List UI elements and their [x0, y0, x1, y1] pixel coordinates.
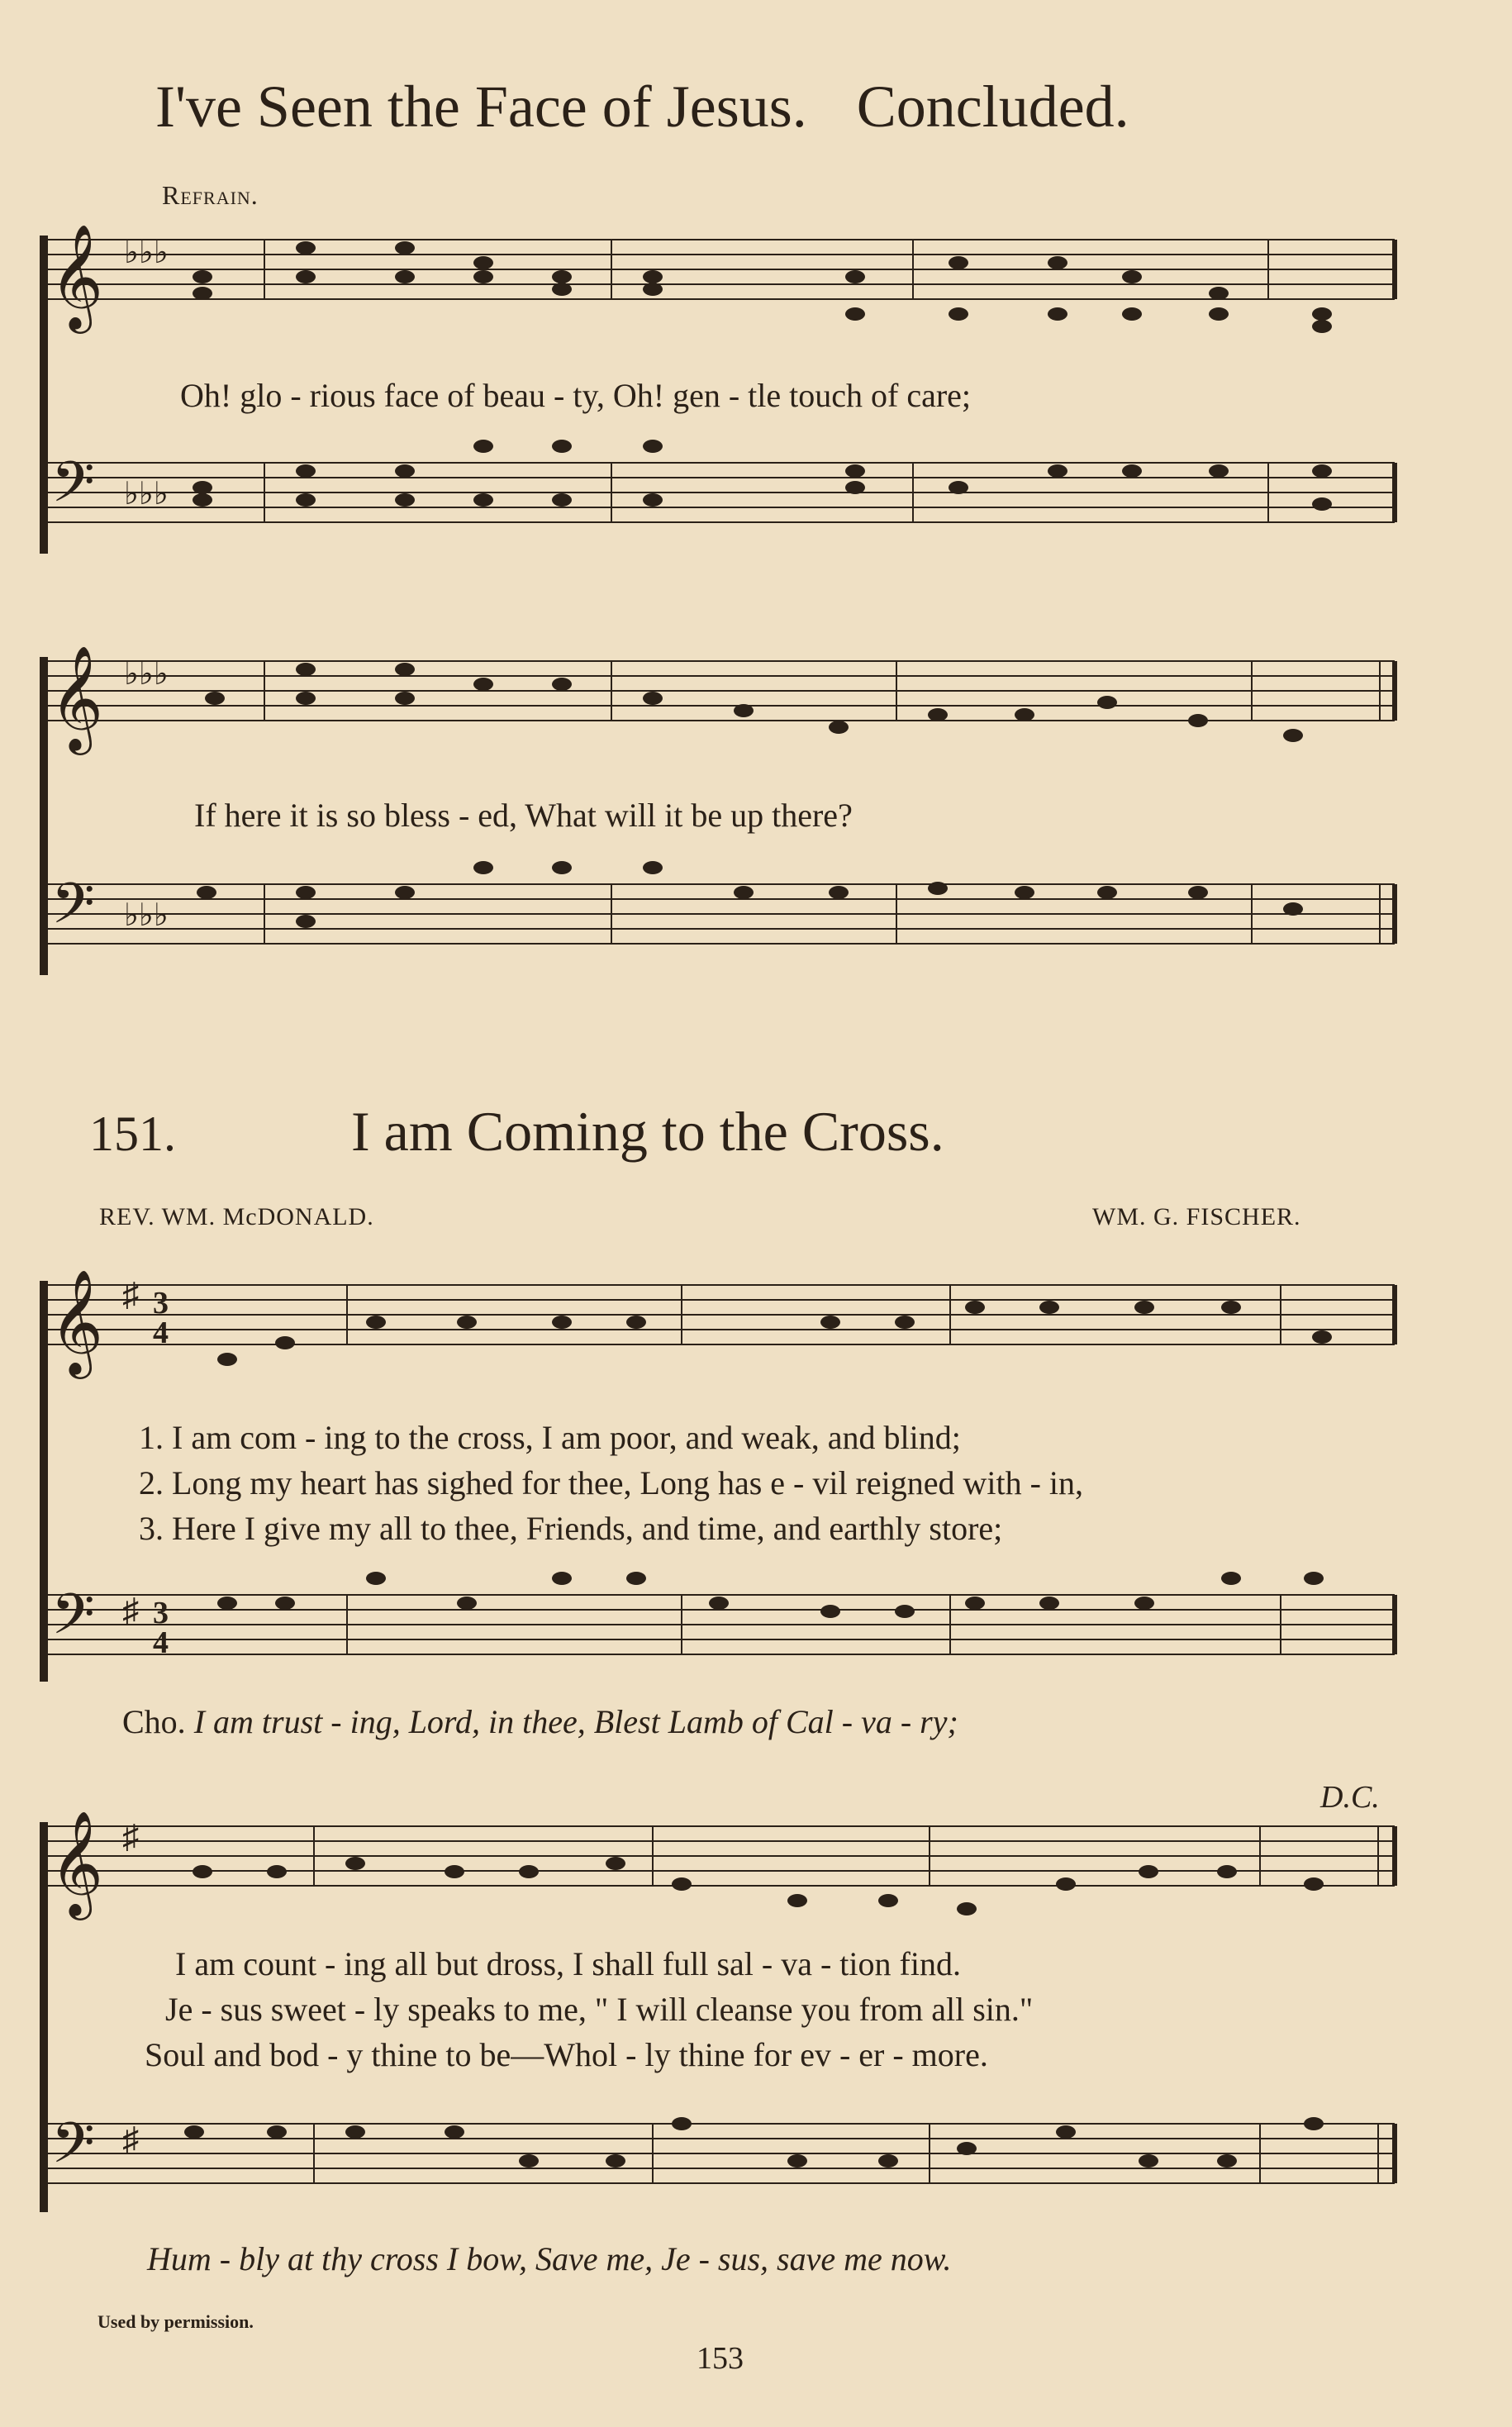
- svg-text:♯: ♯: [122, 1592, 139, 1629]
- svg-text:𝄢: 𝄢: [51, 2111, 95, 2190]
- hymn-title: I've Seen the Face of Jesus. Concluded.: [155, 74, 1129, 140]
- hymn-title: I am Coming to the Cross.: [351, 1100, 944, 1163]
- svg-text:♯: ♯: [122, 1818, 139, 1855]
- refrain-lyric-line-2: If here it is so bless - ed, What will it be up there?: [194, 797, 853, 834]
- verse-1-line-b: I am count - ing all but dross, I shall full sal - va - tion find.: [175, 1945, 961, 1982]
- svg-text:𝄢: 𝄢: [51, 872, 95, 950]
- page-number: 153: [697, 2341, 744, 2376]
- svg-text:4: 4: [153, 1316, 169, 1350]
- verse-1-line-a: 1. I am com - ing to the cross, I am poor, and weak, and blind;: [139, 1419, 961, 1456]
- chorus-label: Cho.: [122, 1703, 186, 1740]
- permission-note: Used by permission.: [97, 2311, 254, 2332]
- refrain-label: Refrain.: [162, 180, 259, 210]
- svg-text:𝄞: 𝄞: [50, 223, 104, 329]
- composer-credit: WM. G. FISCHER.: [1092, 1203, 1301, 1230]
- svg-text:𝄞: 𝄞: [50, 1810, 104, 1915]
- chorus-text-a: I am trust - ing, Lord, in thee, Blest Lamb of Cal - va - ry;: [193, 1703, 958, 1740]
- svg-text:♯: ♯: [122, 2120, 139, 2158]
- svg-text:♭♭♭: ♭♭♭: [124, 898, 169, 933]
- svg-text:3: 3: [153, 1596, 169, 1630]
- svg-text:♭♭♭: ♭♭♭: [124, 236, 169, 270]
- verse-3-line-b: Soul and bod - y thine to be—Whol - ly thine for ev - er - more.: [145, 2036, 988, 2073]
- refrain-lyric-line-1: Oh! glo - rious face of beau - ty, Oh! gen - tle touch of care;: [180, 377, 972, 414]
- svg-text:♭♭♭: ♭♭♭: [124, 657, 169, 692]
- svg-text:𝄞: 𝄞: [50, 645, 104, 750]
- svg-text:♯: ♯: [122, 1276, 139, 1313]
- verse-2-line-b: Je - sus sweet - ly speaks to me, " I will cleanse you from all sin.": [165, 1991, 1034, 2028]
- svg-text:𝄞: 𝄞: [50, 1268, 104, 1374]
- svg-text:4: 4: [153, 1625, 169, 1660]
- hymn-number: 151.: [89, 1106, 176, 1161]
- dc-marking: D.C.: [1320, 1780, 1380, 1815]
- svg-text:𝄢: 𝄢: [51, 1582, 95, 1661]
- author-credit: REV. WM. McDONALD.: [99, 1203, 374, 1230]
- chorus-line-b: Hum - bly at thy cross I bow, Save me, Je - sus, save me now.: [147, 2240, 952, 2277]
- svg-text:3: 3: [153, 1286, 169, 1321]
- svg-text:♭♭♭: ♭♭♭: [124, 477, 169, 512]
- svg-text:𝄢: 𝄢: [51, 450, 95, 529]
- verse-3-line-a: 3. Here I give my all to thee, Friends, and time, and earthly store;: [139, 1510, 1003, 1547]
- verse-2-line-a: 2. Long my heart has sighed for thee, Long has e - vil reigned with - in,: [139, 1464, 1084, 1501]
